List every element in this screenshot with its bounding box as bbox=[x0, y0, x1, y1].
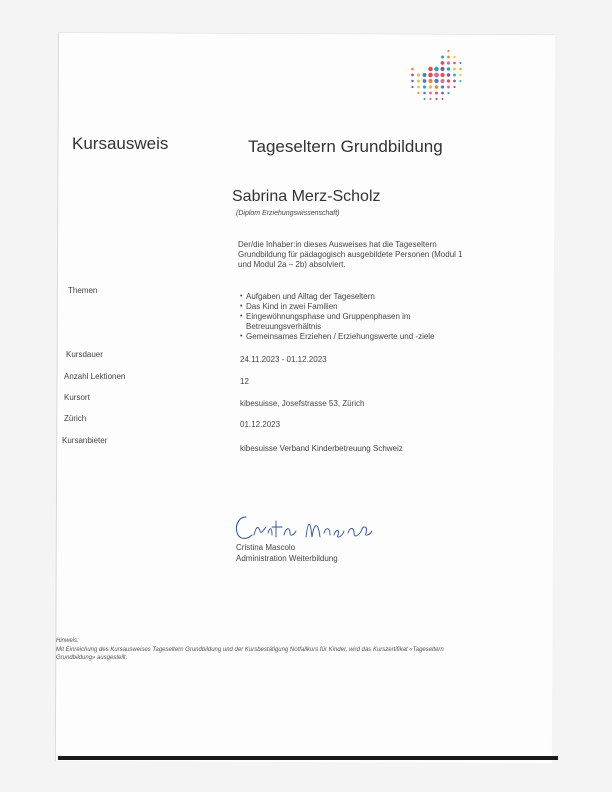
course-title: Tageseltern Grundbildung bbox=[248, 137, 443, 156]
kursdauer-label: Kursdauer bbox=[66, 350, 103, 359]
logo-dot bbox=[428, 79, 432, 83]
logo-dot bbox=[440, 67, 444, 71]
logo-dot bbox=[453, 62, 456, 65]
logo-dot bbox=[447, 67, 451, 71]
logo-dot bbox=[441, 55, 444, 58]
signatory-role: Administration Weiterbildung bbox=[236, 554, 338, 563]
logo-dot bbox=[429, 85, 433, 89]
logo-dot bbox=[453, 80, 456, 83]
signatory-name: Cristina Mascolo bbox=[236, 543, 296, 552]
logo-dot bbox=[447, 56, 450, 59]
anbieter-label: Kursanbieter bbox=[62, 436, 108, 445]
logo-dot bbox=[440, 73, 444, 77]
handwritten-signature bbox=[232, 509, 382, 543]
ort-label: Zürich bbox=[64, 414, 87, 423]
logo-dot bbox=[447, 50, 449, 52]
logo-dot bbox=[459, 74, 461, 76]
logo-dot bbox=[417, 79, 420, 82]
logo-dot bbox=[447, 79, 450, 82]
topics-list bbox=[240, 292, 480, 342]
logo-dot bbox=[453, 74, 456, 77]
anbieter-value: kibesuisse Verband Kinderbetreuung Schweiz bbox=[240, 444, 403, 453]
kibesuisse-logo-icon bbox=[398, 38, 468, 108]
logo-dot bbox=[459, 80, 461, 82]
document-title: Kursausweis bbox=[72, 134, 169, 153]
date-value: 01.12.2023 bbox=[240, 420, 281, 429]
kursort-value: kibesuisse, Josefstrasse 53, Zürich bbox=[240, 399, 365, 408]
logo-dot bbox=[417, 86, 420, 89]
topic-item: • Das Kind in zwei Familien bbox=[240, 302, 480, 312]
topic-item: • Eingewöhnungsphase und Gruppenphasen im Betreuungsverhältnis bbox=[240, 312, 480, 332]
logo-dot bbox=[453, 86, 455, 88]
logo-dot bbox=[434, 73, 439, 78]
logo-dot bbox=[424, 98, 426, 100]
logo-dot bbox=[429, 92, 432, 95]
footnote-heading: Hinweis: bbox=[56, 638, 79, 644]
kursort-label: Kursort bbox=[64, 393, 90, 402]
topic-item: • Aufgaben und Alltag der Tageseltern bbox=[240, 292, 480, 302]
logo-dot bbox=[429, 98, 431, 100]
scan-edge bbox=[58, 756, 558, 760]
logo-dot bbox=[422, 73, 426, 77]
logo-dot bbox=[435, 98, 437, 100]
logo-dot bbox=[428, 73, 433, 78]
logo-dot bbox=[411, 80, 413, 82]
lektionen-label: Anzahl Lektionen bbox=[64, 372, 126, 381]
logo-dot bbox=[423, 79, 427, 83]
kursdauer-value: 24.11.2023 - 01.12.2023 bbox=[240, 355, 327, 364]
logo-dot bbox=[423, 92, 426, 95]
logo-dot bbox=[423, 85, 426, 88]
logo-dot bbox=[417, 73, 420, 76]
logo-dot bbox=[453, 56, 455, 58]
logo-dot bbox=[417, 92, 419, 94]
logo-dot bbox=[434, 67, 439, 72]
holder-name: Sabrina Merz-Scholz bbox=[232, 188, 381, 205]
logo-dot bbox=[447, 86, 450, 89]
holder-degree: (Diplom Erziehungswissenschaft) bbox=[236, 210, 340, 217]
lektionen-value: 12 bbox=[240, 377, 249, 386]
logo-dot bbox=[453, 68, 456, 71]
logo-dot bbox=[447, 73, 451, 77]
logo-dot bbox=[435, 85, 439, 89]
logo-dot bbox=[428, 67, 433, 72]
logo-dot bbox=[460, 62, 462, 64]
logo-dot bbox=[434, 79, 438, 83]
footnote-text: Mit Einreichung des Kursausweises Tageseltern Grundbildung und der Kursbestätigung Notfallkurs für Kinder, wird das Kurszertifikat «Tageseltern Grundbildung» ausgestellt. bbox=[56, 647, 444, 661]
logo-dot bbox=[441, 79, 445, 83]
logo-dot bbox=[411, 74, 414, 77]
completion-statement: Der/die Inhaber:in dieses Ausweises hat die Tageseltern Grundbildung für pädagogisch ausgebildete Personen (Modul 1 und Modul 2a – 2b) absolviert. bbox=[238, 240, 463, 269]
logo-dot bbox=[435, 92, 438, 95]
logo-dot bbox=[447, 61, 450, 64]
themen-label: Themen bbox=[68, 286, 98, 295]
logo-dot bbox=[411, 68, 414, 71]
logo-dot bbox=[441, 98, 443, 100]
logo-dot bbox=[441, 92, 444, 95]
logo-dot bbox=[447, 92, 449, 94]
logo-dot bbox=[441, 85, 444, 88]
logo-dot bbox=[441, 61, 445, 65]
topic-item: • Gemeinsames Erziehen / Erziehungswerte und -ziele bbox=[240, 332, 480, 342]
logo-dot bbox=[411, 86, 413, 88]
logo-dot bbox=[459, 68, 461, 70]
